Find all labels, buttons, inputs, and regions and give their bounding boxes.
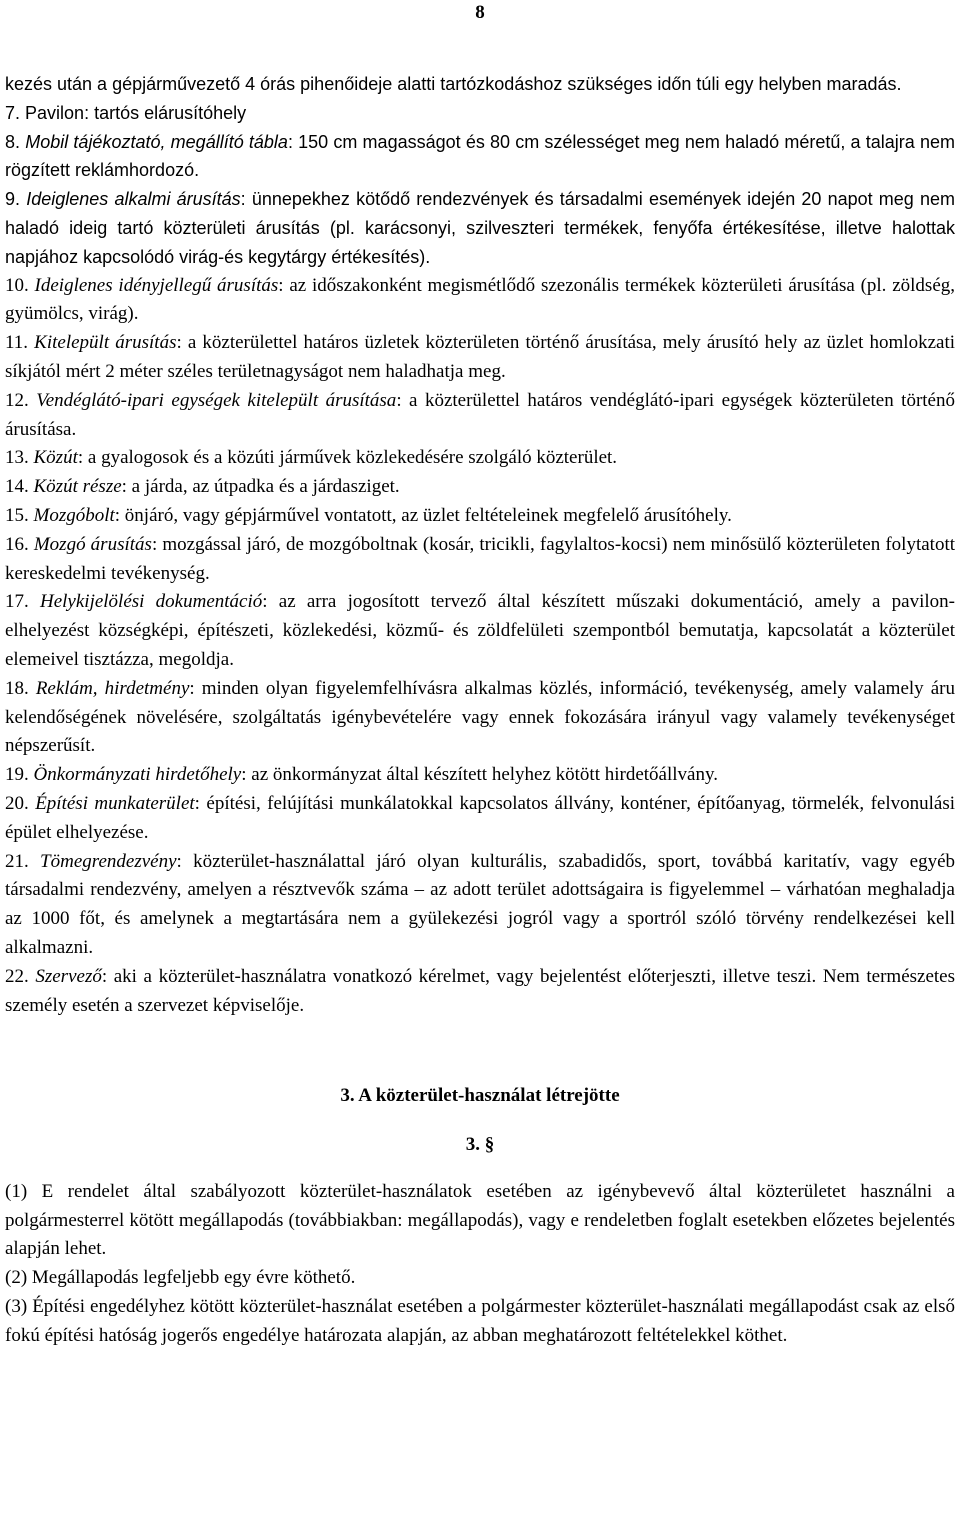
intro-paragraph: kezés után a gépjárművezető 4 órás pihenőideje alatti tartózkodáshoz szükséges időn túli egy helyben maradás. [5, 74, 902, 94]
definition-text: : az önkormányzat által készített helyhez kötött hirdetőállvány. [241, 764, 718, 786]
definition-item [5, 387, 955, 445]
definition-number: 21. [5, 850, 29, 872]
definition-number: 8. [5, 131, 21, 152]
definition-item [5, 329, 955, 387]
definition-term: Helykijelölési dokumentáció [39, 591, 263, 613]
definition-number: 11. [5, 332, 29, 354]
definition-term: Kitelepült árusítás [34, 332, 177, 354]
definition-number: 9. [5, 189, 21, 210]
definition-term: Önkormányzati hirdetőhely [33, 764, 242, 786]
section-paragraph: (3) Építési engedélyhez kötött közterület-használat esetében a polgármester közterület-használati megállapodást csak az első fokú építési hatóság jogerős engedélye határozata alapján, az abban meghatározott feltételekkel köthet. [5, 1296, 955, 1346]
definition-text: : ünnepekhez kötődő rendezvények és társadalmi események idején 20 napot meg nem haladó ideig tartó közterületi árusítás (pl. karácsonyi, szilveszteri termékek, fenyőfa értékesítése, illetve halottak napjához kapcsolódó virág-és kegytárgy értékesítés). [5, 189, 955, 267]
definition-item [5, 588, 955, 674]
definition-text: : mozgással járó, de mozgóboltnak (kosár, tricikli, fagylaltos-kocsi) nem minősülő közterületen folytatott kereskedelmi tevékenység. [5, 533, 956, 584]
definition-text: : az arra jogosított tervező által készített műszaki dokumentáció, amely a pavilon- elhelyezést községképi, építészeti, közlekedési, közmű- és zöldfelületi szempontból bemutatja, kapcsolatát a közterület elemeivel tisztázza, megoldja. [5, 591, 955, 670]
definition-text: : az időszakonként megismétlődő szezonális termékek közterületi árusítása (pl. zöldség, gyümölcs, virág). [5, 274, 956, 325]
section-paragraph: (2) Megállapodás legfeljebb egy évre köthető. [5, 1267, 356, 1289]
definition-term: Mozgóbolt [33, 504, 115, 526]
definition-number: 16. [5, 533, 29, 555]
definition-item [5, 502, 955, 531]
definition-number: 19. [5, 764, 29, 786]
definition-text: : közterület-használattal járó olyan kulturális, szabadidős, sport, továbbá karitatív, vagy egyéb társadalmi rendezvény, amelyen a résztvevők száma – az adott terület adottságaira is figyelemmel – várhatóan meghaladja az 1000 főt, és amelynek a megtartására nem a gyülekezési jogról vagy a sportról szóló törvény rendelkezései kell alkalmazni. [5, 850, 956, 958]
definition-text: : a közterülettel határos üzletek közterületen történő árusítása, mely árusító hely az üzlet homlokzati síkjától mért 2 méter széles területnagyságot nem haladhatja meg. [5, 332, 955, 382]
definition-item [5, 675, 955, 761]
definition-term: Reklám, hirdetmény [35, 677, 190, 699]
definition-number: 13. [5, 447, 29, 469]
definition-term: Szervező [35, 965, 102, 987]
definition-number: 22. [5, 965, 29, 987]
definition-text: : 150 cm magasságot és 80 cm szélességet meg nem haladó méretű, a talajra nem rögzített reklámhordozó. [5, 131, 955, 181]
definition-text: : önjáró, vagy gépjárművel vontatott, az üzlet feltételeinek megfelelő árusítóhely. [114, 504, 732, 526]
definition-list [5, 99, 955, 1021]
definition-text: : a közterülettel határos vendéglátó-ipari egységek közterületen történő árusítása. [5, 389, 955, 440]
definition-number: 20. [5, 792, 29, 814]
definition-term: Ideiglenes idényjellegű árusítás [34, 274, 279, 296]
page-number: 8 [475, 2, 485, 23]
definition-item [5, 272, 955, 330]
definition-item [5, 99, 955, 128]
definition-number: 18. [5, 677, 29, 699]
definition-number: 12. [5, 389, 29, 411]
definition-term: Pavilon [25, 102, 85, 123]
definition-number: 7. [5, 102, 21, 123]
definition-term: Mobil tájékoztató, megállító tábla [25, 131, 288, 152]
definition-term: Közút része [33, 476, 122, 498]
definition-term: Tömegrendezvény [40, 850, 177, 872]
definition-item [5, 473, 955, 502]
definition-term: Ideiglenes alkalmi árusítás [26, 189, 241, 210]
definition-item [5, 790, 955, 848]
definition-text: : a gyalogosok és a közúti járművek közlekedésére szolgáló közterület. [77, 447, 618, 469]
definition-item [5, 128, 955, 186]
definition-item [5, 444, 955, 473]
definition-text: : tartós elárusítóhely [84, 102, 247, 123]
definition-text: : minden olyan figyelemfelhívásra alkalmas közlés, információ, tevékenység, amely valamely áru kelendőségének növelésére, szolgáltatás igénybevételére vagy ennek fokozására irányul vagy valamely tevékenységet népszerűsít. [5, 677, 955, 757]
section-paragraph: (1) E rendelet által szabályozott közterület-használatok esetében az igénybevevő által közterületet használni a polgármesterrel kötött megállapodás (továbbiakban: megállapodás), vagy e rendeletben foglalt esetekben előzetes bejelentés alapján lehet. [5, 1180, 955, 1260]
definition-number: 14. [5, 476, 29, 498]
definition-item [5, 848, 955, 963]
definition-number: 10. [5, 274, 29, 296]
section-mark: 3. § [465, 1134, 495, 1156]
definition-item [5, 531, 955, 589]
definition-term: Építési munkaterület [35, 792, 195, 814]
definition-term: Közút [33, 447, 78, 469]
definition-term: Vendéglátó-ipari egységek kitelepült árusítása [36, 389, 397, 411]
definition-item [5, 761, 955, 790]
definition-number: 15. [5, 504, 29, 526]
paragraph-list [5, 1178, 955, 1351]
definition-text: : építési, felújítási munkálatokkal kapcsolatos állvány, konténer, építőanyag, törmelék, felvonulási épület elhelyezése. [5, 792, 956, 843]
definition-text: : aki a közterület-használatra vonatkozó kérelmet, vagy bejelentést előterjeszti, illetve teszi. Nem természetes személy esetén a szervezet képviselője. [5, 965, 956, 1016]
definition-item [5, 185, 955, 271]
definition-number: 17. [5, 591, 29, 613]
section-heading: 3. A közterület-használat létrejötte [340, 1085, 620, 1107]
definition-item [5, 963, 955, 1021]
document-body [5, 70, 955, 1351]
definition-text: : a járda, az útpadka és a járdasziget. [121, 476, 400, 498]
definition-term: Mozgó árusítás [33, 533, 152, 555]
